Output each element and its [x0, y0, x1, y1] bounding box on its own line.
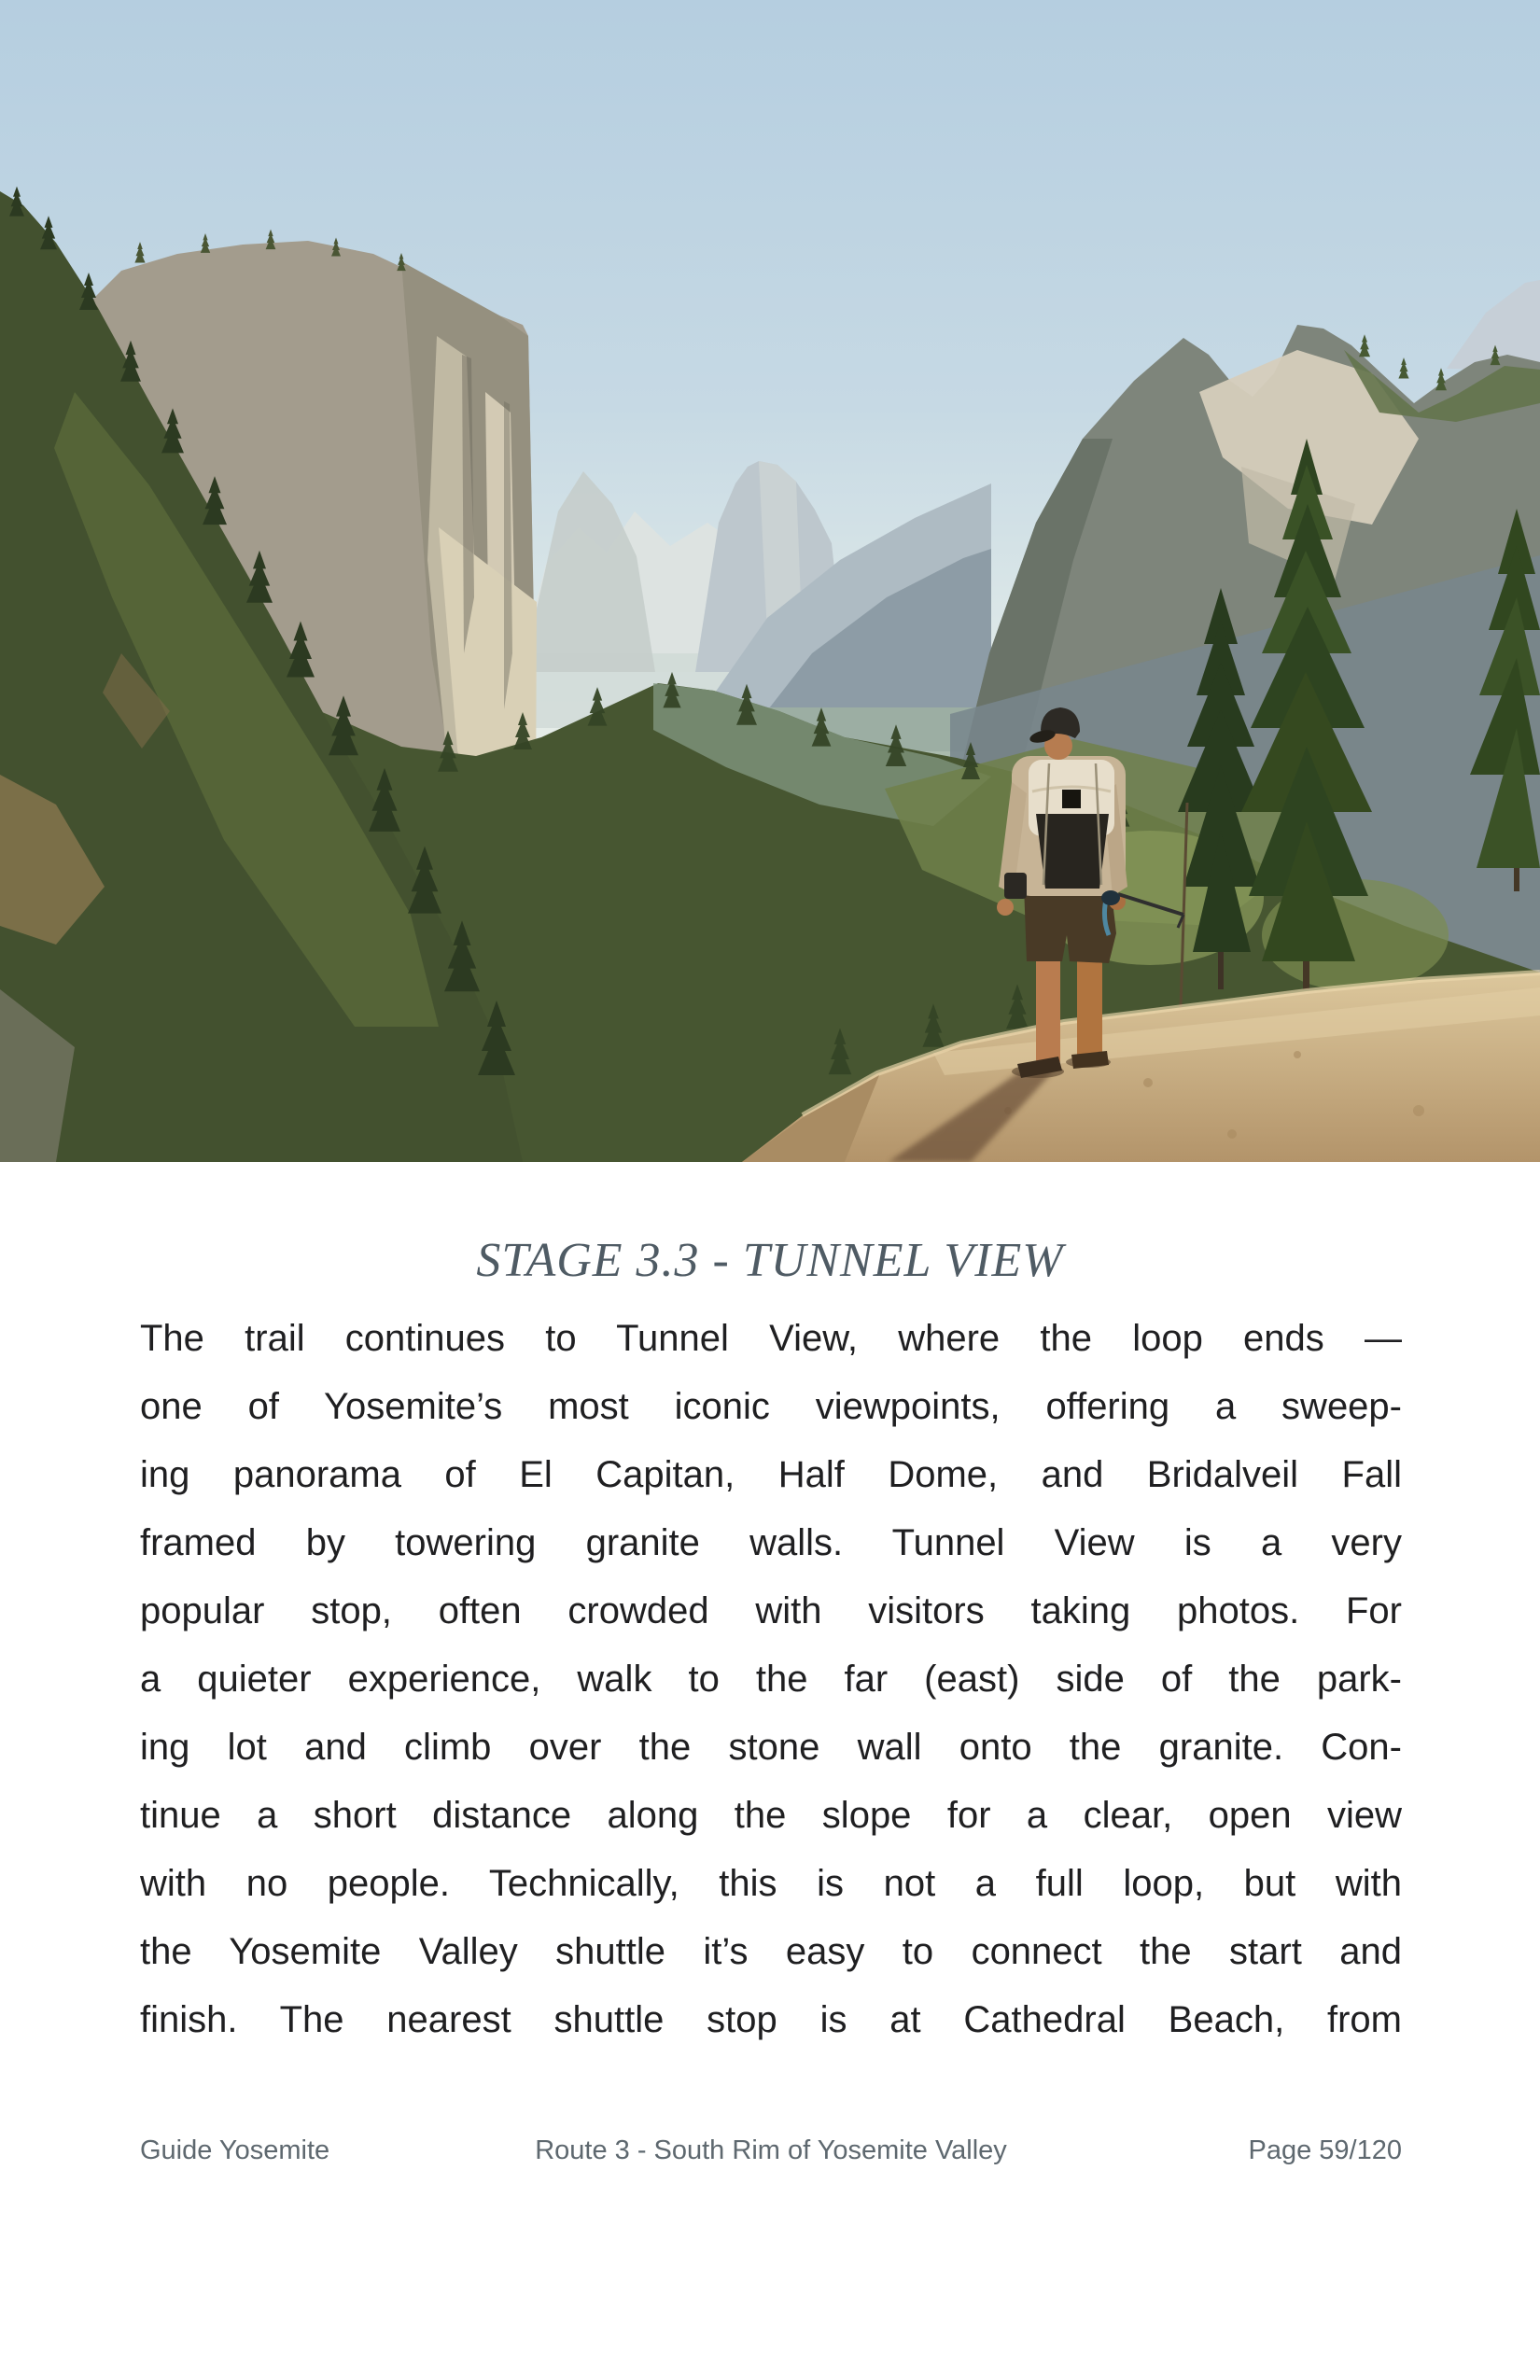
body-line: ing lot and climb over the stone wall onto the granite. Con-	[140, 1727, 1402, 1768]
footer-book-title: Guide Yosemite	[140, 2135, 330, 2165]
body-line: framed by towering granite walls. Tunnel View is a very	[140, 1522, 1402, 1563]
body-line: popular stop, often crowded with visitors taking photos. For	[140, 1590, 1402, 1631]
body-line: the Yosemite Valley shuttle it’s easy to connect the start and	[140, 1931, 1402, 1972]
tunnel-view-photo	[0, 0, 1540, 1162]
body-line: ing panorama of El Capitan, Half Dome, and Bridalveil Fall	[140, 1454, 1402, 1495]
body-line: The trail continues to Tunnel View, where the loop ends —	[140, 1318, 1402, 1359]
pole-grip	[1101, 890, 1120, 905]
footer-page-indicator: Page 59/120	[1248, 2135, 1402, 2165]
body-paragraph	[140, 1305, 1402, 2054]
body-line: tinue a short distance along the slope for a clear, open view	[140, 1795, 1402, 1836]
backpack-logo	[1062, 790, 1081, 808]
body-line: one of Yosemite’s most iconic viewpoints, offering a sweep-	[140, 1386, 1402, 1427]
hiker-hip-pouch	[1004, 873, 1027, 899]
section-title: STAGE 3.3 - TUNNEL VIEW	[476, 1233, 1064, 1287]
hiker-hand	[997, 899, 1014, 916]
body-line: with no people. Technically, this is not a full loop, but with	[140, 1863, 1402, 1904]
footer-route-title: Route 3 - South Rim of Yosemite Valley	[535, 2135, 1007, 2165]
tunnel-view-photo-art	[0, 0, 1540, 1162]
hiker-leg	[1036, 957, 1060, 1067]
page-footer	[140, 2135, 1402, 2173]
body-line: a quieter experience, walk to the far (east) side of the park-	[140, 1659, 1402, 1700]
body-line: finish. The nearest shuttle stop is at Cathedral Beach, from	[140, 1999, 1402, 2040]
hiker-leg	[1077, 957, 1102, 1063]
